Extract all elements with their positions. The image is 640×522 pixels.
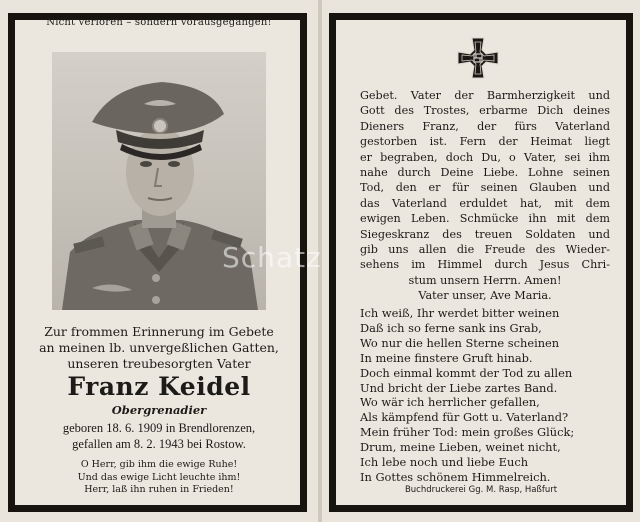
prayer-line: Gebet. Vater der Barmherzigkeit und [360,89,610,102]
memory-line: Zur frommen Erinnerung im Gebete [44,324,274,339]
prayer-line: ewigen Leben. Schmücke ihn mit dem [360,212,610,226]
prayer-line: gestorben ist. Fern der Heimat liegt [360,135,610,149]
military-rank: Obergrenadier [111,403,207,417]
life-dates [0,420,318,452]
soldier-portrait-icon [52,52,266,310]
poem-line: Ich weiß, Ihr werdet bitter weinen [360,306,560,320]
closing-line: Und das ewige Licht leuchte ihm! [77,471,241,483]
poem-line: In meine finstere Gruft hinab. [360,350,533,365]
left-card [0,0,318,522]
poem-line: Mein früher Tod: mein großes Glück; [360,425,575,440]
prayer-line: Vater unser, Ave Maria. [418,289,552,303]
prayer-line: stum unsern Herrn. Amen! [408,273,562,287]
iron-cross-icon [456,36,500,80]
prayer-line: Tod, den er für seinen Glauben und [360,181,610,195]
poem-line: Doch einmal kommt der Tod zu allen [360,365,573,380]
death-line: gefallen am 8. 2. 1943 bei Rostow. [72,437,246,451]
prayer-line: sehens im Himmel durch Jesus Chri- [360,258,610,272]
motto: Nicht verloren – sondern vorausgegangen! [46,17,272,28]
prayer-line: nahe durch Deine Liebe. Lohne seinen [360,166,610,180]
memory-text [0,324,318,372]
prayer-line: Dieners Franz, der fürs Vaterland [360,119,610,133]
right-card [322,0,640,522]
prayer-line: er begraben, doch Du, o Vater, sei ihm [360,150,610,164]
poem-line: Daß ich so ferne sank ins Grab, [360,320,542,335]
portrait-photo [52,52,266,310]
poem-line: In Gottes schönem Himmelreich. [360,469,551,484]
prayer-line: das Vaterland erduldet hat, mit dem [360,196,610,210]
poem-line: Und bricht der Liebe zartes Band. [360,380,558,395]
closing-line: Herr, laß ihn ruhen in Frieden! [84,484,234,495]
poem-line: Als kämpfend für Gott u. Vaterland? [360,410,569,425]
prayer-line: Siegeskranz des treuen Soldaten und [360,227,610,241]
poem-line: Ich lebe noch und liebe Euch [360,455,529,470]
poem-line: Drum, meine Lieben, weinet nicht, [360,440,561,455]
closing-prayer [0,459,318,497]
prayer-line: Gott des Trostes, erbarme Dich deines [360,104,610,118]
memory-line: unseren treubesorgten Vater [67,356,251,371]
memory-line: an meinen lb. unvergeßlichen Gatten, [39,340,279,355]
closing-line: O Herr, gib ihm die ewige Ruhe! [80,459,238,470]
poem-text [360,306,615,485]
printer-credit: Buchdruckerei Gg. M. Rasp, Haßfurt [404,485,558,495]
watermark: Schatz [222,241,322,274]
poem-line: Wo nur die hellen Sterne scheinen [360,335,560,350]
deceased-name: Franz Keidel [67,372,251,401]
birth-line: geboren 18. 6. 1909 in Brendlorenzen, [62,421,256,435]
prayer-text [360,88,610,304]
poem-line: Wo wär ich herrlicher gefallen, [360,395,540,410]
prayer-line: gib uns allen die Freude des Wieder- [360,243,610,257]
